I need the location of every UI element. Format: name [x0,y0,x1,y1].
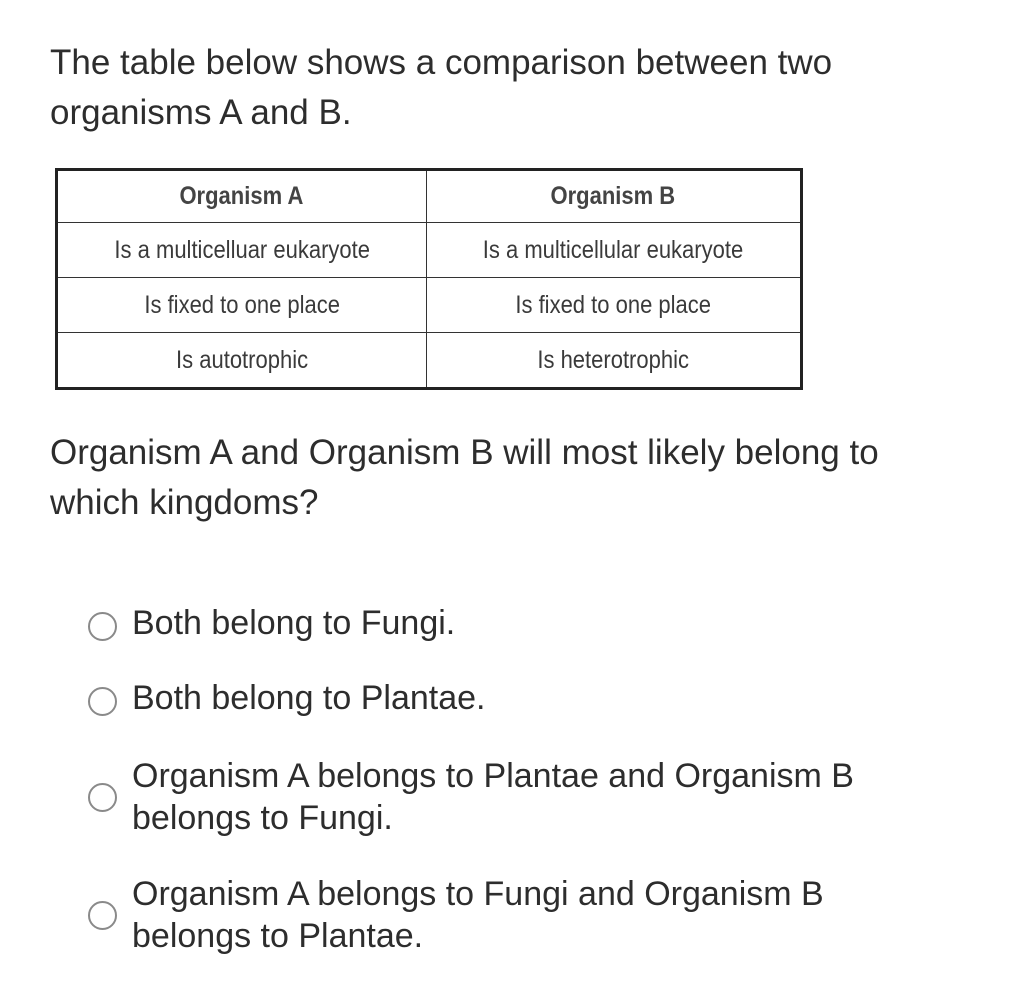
column-header-organism-a: Organism A [57,170,427,223]
table-cell: Is heterotrophic [426,333,801,389]
radio-button[interactable] [88,612,117,641]
table-row [57,333,802,389]
table-cell: Is a multicellular eukaryote [426,223,801,278]
comparison-table [55,168,803,390]
answer-option-label[interactable]: Organism A belongs to Fungi and Organism B belongs to Plantae. [132,875,824,955]
question-intro: The table below shows a comparison between two organisms A and B. [50,43,833,132]
table-cell: Is fixed to one place [57,278,427,333]
table-cell: Is a multicelluar eukaryote [57,223,427,278]
radio-button[interactable] [88,783,117,812]
table-header-row [57,170,802,223]
answer-option-label[interactable]: Organism A belongs to Plantae and Organism B belongs to Fungi. [132,757,854,837]
answer-option-label[interactable]: Both belong to Plantae. [132,679,486,717]
column-header-organism-b: Organism B [426,170,801,223]
table-row [57,278,802,333]
radio-button[interactable] [88,687,117,716]
table-cell: Is autotrophic [57,333,427,389]
table-cell: Is fixed to one place [426,278,801,333]
radio-button[interactable] [88,901,117,930]
table-row [57,223,802,278]
question-stem: Organism A and Organism B will most likely belong to which kingdoms? [50,433,879,522]
answer-option-label[interactable]: Both belong to Fungi. [132,604,456,642]
